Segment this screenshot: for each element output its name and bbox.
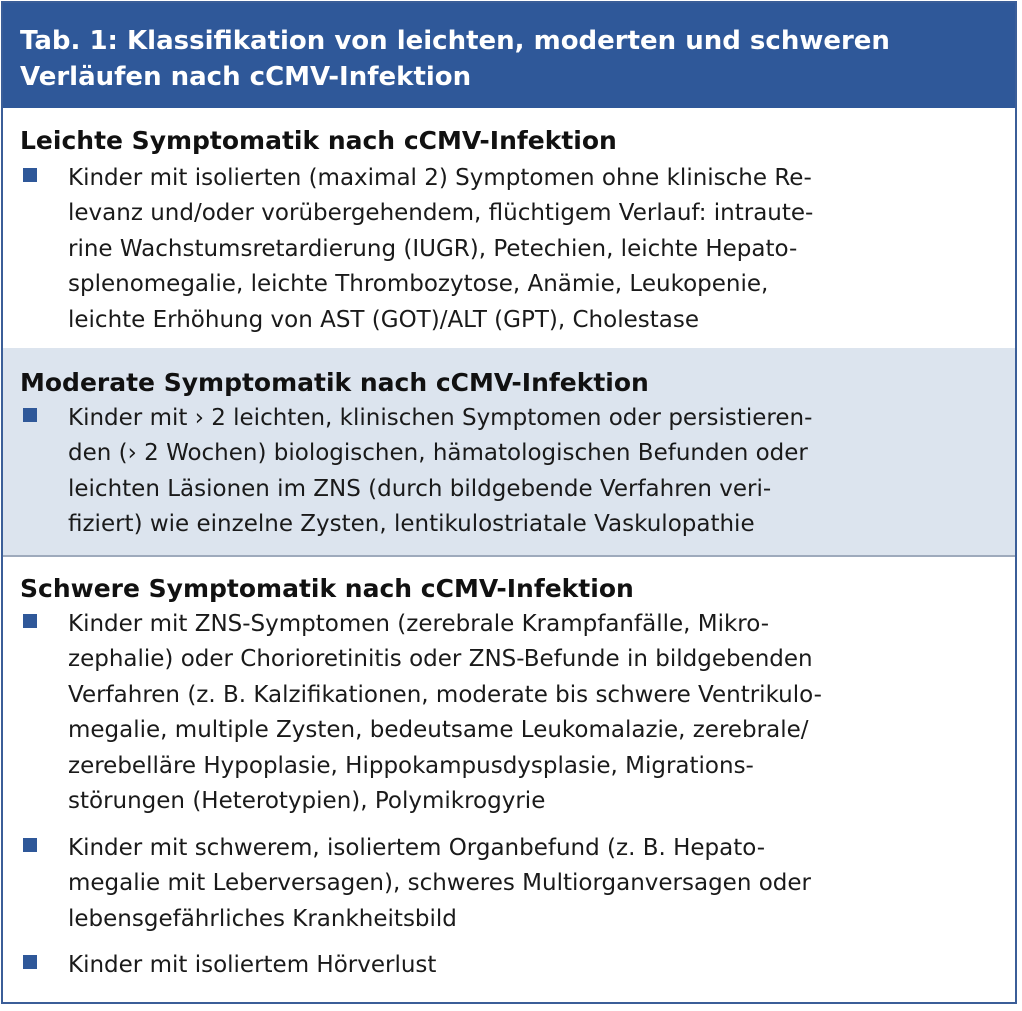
list-item-text: Kinder mit isoliertem Hörverlust [68, 952, 437, 978]
section-severe [3, 556, 1015, 1002]
square-bullet-icon [23, 838, 37, 852]
square-bullet-icon [23, 955, 37, 969]
section-moderate [3, 348, 1015, 556]
section-heading-severe: Schwere Symptomatik nach cCMV-Infektion [20, 574, 634, 603]
section-mild [3, 108, 1015, 348]
square-bullet-icon [23, 168, 37, 182]
list-item-text: Kinder mit schwerem, isoliertem Organbefund (z. B. Hepato- megalie mit Leberversagen), schweres Multiorganversagen oder lebensgefährliches Krankheitsbild [68, 835, 811, 932]
section-heading-moderate: Moderate Symptomatik nach cCMV-Infektion [20, 368, 649, 397]
section-heading-mild: Leichte Symptomatik nach cCMV-Infektion [20, 126, 617, 155]
table-title: Tab. 1: Klassifikation von leichten, moderten und schweren Verläufen nach cCMV-Infektion [3, 3, 1015, 108]
list-item-text: Kinder mit › 2 leichten, klinischen Symptomen oder persistieren- den (› 2 Wochen) biologischen, hämatologischen Befunden oder leichten Läsionen im ZNS (durch bildgebende Verfahren veri- fiziert) wie einzelne Zysten, lentikulostriatale Vaskulopathie [68, 405, 813, 538]
square-bullet-icon [23, 614, 37, 628]
square-bullet-icon [23, 408, 37, 422]
classification-table [1, 1, 1017, 1004]
list-item-text: Kinder mit isolierten (maximal 2) Symptomen ohne klinische Re- levanz und/oder vorübergehendem, flüchtigem Verlauf: intraute- rine Wachstumsretardierung (IUGR), Petechien, leichte Hepato- splenomegalie, leichte Thrombozytose, Anämie, Leukopenie, leichte Erhöhung von AST (GOT)/ALT (GPT), Cholestase [68, 165, 814, 333]
list-item-text: Kinder mit ZNS-Symptomen (zerebrale Krampfanfälle, Mikro- zephalie) oder Chorioretinitis oder ZNS-Befunde in bildgebenden Verfahren (z. B. Kalzifikationen, moderate bis schwere Ventrikulo- megalie, multiple Zysten, bedeutsame Leukomalazie, zerebrale/ zerebelläre Hypoplasie, Hippokampusdysplasie, Migrations- störungen (Heterotypien), Polymikrogyrie [68, 611, 822, 815]
